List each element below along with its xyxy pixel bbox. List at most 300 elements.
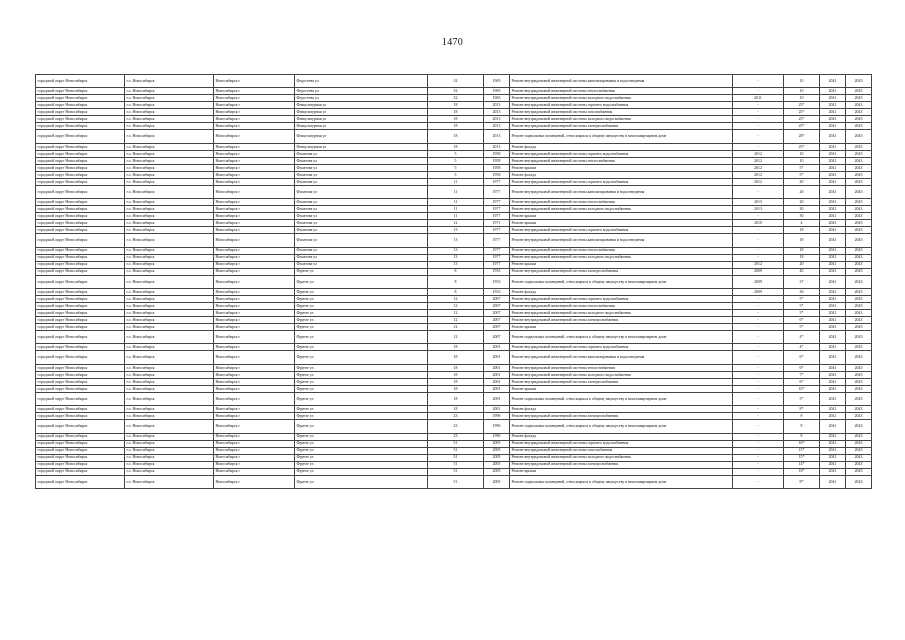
start-year-cell: 2041: [820, 351, 846, 364]
house-number-cell: 32: [428, 88, 484, 95]
start-year-cell: 2041: [820, 302, 846, 309]
end-year-cell: 2043: [846, 371, 872, 378]
end-year-cell: 2043: [846, 288, 872, 295]
last-repair-year-cell: -: [733, 316, 784, 323]
district-cell: городской округ Новосибирск: [36, 206, 125, 213]
wear-cell: 10: [784, 75, 820, 88]
municipality-cell: г.о. Новосибирск: [125, 468, 214, 475]
wear-cell: 4*: [784, 330, 820, 343]
street-cell: Филатова ул: [295, 150, 428, 157]
work-type-cell: Ремонт внутридомовой инженерной системы горячего водоснабжения: [510, 178, 733, 185]
municipality-cell: г.о. Новосибирск: [125, 185, 214, 198]
street-cell: Фрунзе ул: [295, 344, 428, 351]
street-cell: Филатова ул: [295, 227, 428, 234]
built-year-cell: 2001: [484, 351, 510, 364]
work-type-cell: Ремонт внутридомовой инженерной системы теплоснабжения: [510, 88, 733, 95]
city-cell: Новосибирск г: [214, 206, 295, 213]
municipality-cell: г.о. Новосибирск: [125, 164, 214, 171]
work-type-cell: Ремонт внутридомовой инженерной системы электроснабжения: [510, 123, 733, 130]
house-number-cell: 13: [428, 234, 484, 247]
street-cell: Фрунзе ул: [295, 302, 428, 309]
end-year-cell: 2043: [846, 378, 872, 385]
street-cell: Фрунзе ул: [295, 295, 428, 302]
district-cell: городской округ Новосибирск: [36, 433, 125, 440]
table-row: [36, 88, 872, 95]
end-year-cell: 2043: [846, 102, 872, 109]
end-year-cell: 2043: [846, 109, 872, 116]
built-year-cell: 1977: [484, 185, 510, 198]
last-repair-year-cell: 2013: [733, 206, 784, 213]
house-number-cell: 8: [428, 268, 484, 275]
house-number-cell: 18: [428, 385, 484, 392]
last-repair-year-cell: -: [733, 392, 784, 405]
work-type-cell: Ремонт внутридомовой инженерной системы горячего водоснабжения: [510, 227, 733, 234]
work-type-cell: Ремонт внутридомовой инженерной системы холодного водоснабжения: [510, 254, 733, 261]
district-cell: городской округ Новосибирск: [36, 109, 125, 116]
municipality-cell: г.о. Новосибирск: [125, 364, 214, 371]
start-year-cell: 2041: [820, 378, 846, 385]
start-year-cell: 2041: [820, 150, 846, 157]
start-year-cell: 2041: [820, 95, 846, 102]
start-year-cell: 2041: [820, 330, 846, 343]
wear-cell: 5*: [784, 171, 820, 178]
municipality-cell: г.о. Новосибирск: [125, 288, 214, 295]
built-year-cell: 1996: [484, 433, 510, 440]
municipality-cell: г.о. Новосибирск: [125, 461, 214, 468]
last-repair-year-cell: -: [733, 130, 784, 143]
end-year-cell: 2043: [846, 433, 872, 440]
wear-cell: 6*: [784, 364, 820, 371]
work-type-cell: Ремонт крыши: [510, 468, 733, 475]
start-year-cell: 2041: [820, 143, 846, 150]
last-repair-year-cell: -: [733, 88, 784, 95]
last-repair-year-cell: 2012: [733, 171, 784, 178]
street-cell: Фрунзе ул: [295, 309, 428, 316]
work-type-cell: Ремонт внутридомовой инженерной системы газоснабжения: [510, 109, 733, 116]
end-year-cell: 2043: [846, 220, 872, 227]
built-year-cell: 2005: [484, 475, 510, 488]
built-year-cell: 1977: [484, 234, 510, 247]
built-year-cell: 1996: [484, 420, 510, 433]
work-type-cell: Ремонт подвальных помещений, относящихся к общему имуществу в многоквартирном доме: [510, 475, 733, 488]
end-year-cell: 2043: [846, 475, 872, 488]
table-row: [36, 433, 872, 440]
start-year-cell: 2041: [820, 385, 846, 392]
street-cell: Фрунзе ул: [295, 364, 428, 371]
wear-cell: 25*: [784, 143, 820, 150]
district-cell: городской округ Новосибирск: [36, 75, 125, 88]
wear-cell: 37: [784, 275, 820, 288]
street-cell: Физкультурная ул: [295, 130, 428, 143]
end-year-cell: 2043: [846, 234, 872, 247]
table-row: [36, 344, 872, 351]
table-row: [36, 143, 872, 150]
street-cell: Филатова ул: [295, 220, 428, 227]
end-year-cell: 2043: [846, 171, 872, 178]
wear-cell: 7*: [784, 371, 820, 378]
start-year-cell: 2041: [820, 247, 846, 254]
street-cell: Филатова ул: [295, 261, 428, 268]
city-cell: Новосибирск г: [214, 295, 295, 302]
end-year-cell: 2043: [846, 468, 872, 475]
street-cell: Фрунзе ул: [295, 316, 428, 323]
house-number-cell: 11: [428, 185, 484, 198]
start-year-cell: 2041: [820, 164, 846, 171]
street-cell: Филатова ул: [295, 157, 428, 164]
city-cell: Новосибирск г: [214, 447, 295, 454]
house-number-cell: 12: [428, 316, 484, 323]
district-cell: городской округ Новосибирск: [36, 475, 125, 488]
last-repair-year-cell: -: [733, 440, 784, 447]
district-cell: городской округ Новосибирск: [36, 178, 125, 185]
work-type-cell: Ремонт крыши: [510, 385, 733, 392]
district-cell: городской округ Новосибирск: [36, 254, 125, 261]
municipality-cell: г.о. Новосибирск: [125, 206, 214, 213]
municipality-cell: г.о. Новосибирск: [125, 330, 214, 343]
street-cell: Фрунзе ул: [295, 371, 428, 378]
city-cell: Новосибирск г: [214, 378, 295, 385]
table-row: [36, 254, 872, 261]
city-cell: Новосибирск г: [214, 254, 295, 261]
built-year-cell: 1965: [484, 88, 510, 95]
work-type-cell: Ремонт внутридомовой инженерной системы горячего водоснабжения: [510, 102, 733, 109]
wear-cell: 5*: [784, 309, 820, 316]
built-year-cell: 2005: [484, 468, 510, 475]
house-number-cell: 18: [428, 116, 484, 123]
street-cell: Физкультурная ул: [295, 143, 428, 150]
house-number-cell: 51: [428, 440, 484, 447]
house-number-cell: 5: [428, 171, 484, 178]
house-number-cell: 11: [428, 213, 484, 220]
table-row: [36, 295, 872, 302]
end-year-cell: 2043: [846, 206, 872, 213]
house-number-cell: 18: [428, 102, 484, 109]
start-year-cell: 2041: [820, 475, 846, 488]
start-year-cell: 2041: [820, 268, 846, 275]
start-year-cell: 2041: [820, 88, 846, 95]
start-year-cell: 2041: [820, 227, 846, 234]
house-number-cell: 18: [428, 392, 484, 405]
street-cell: Фрунзе ул: [295, 385, 428, 392]
last-repair-year-cell: -: [733, 475, 784, 488]
start-year-cell: 2041: [820, 185, 846, 198]
municipality-cell: г.о. Новосибирск: [125, 130, 214, 143]
house-number-cell: 51: [428, 447, 484, 454]
built-year-cell: 1933: [484, 275, 510, 288]
municipality-cell: г.о. Новосибирск: [125, 309, 214, 316]
district-cell: городской округ Новосибирск: [36, 468, 125, 475]
city-cell: Новосибирск г: [214, 143, 295, 150]
house-number-cell: 51: [428, 461, 484, 468]
work-type-cell: Ремонт внутридомовой инженерной системы электроснабжения: [510, 316, 733, 323]
built-year-cell: 1977: [484, 254, 510, 261]
work-type-cell: Ремонт крыши: [510, 261, 733, 268]
start-year-cell: 2041: [820, 206, 846, 213]
street-cell: Физкультурная ул: [295, 116, 428, 123]
municipality-cell: г.о. Новосибирск: [125, 109, 214, 116]
end-year-cell: 2043: [846, 323, 872, 330]
start-year-cell: 2041: [820, 234, 846, 247]
work-type-cell: Ремонт подвальных помещений, относящихся к общему имуществу в многоквартирном доме: [510, 130, 733, 143]
wear-cell: 10*: [784, 385, 820, 392]
district-cell: городской округ Новосибирск: [36, 227, 125, 234]
house-number-cell: 12: [428, 220, 484, 227]
start-year-cell: 2041: [820, 323, 846, 330]
house-number-cell: 13: [428, 227, 484, 234]
work-type-cell: Ремонт крыши: [510, 213, 733, 220]
district-cell: городской округ Новосибирск: [36, 164, 125, 171]
table-row: [36, 261, 872, 268]
table-row: [36, 316, 872, 323]
district-cell: городской округ Новосибирск: [36, 323, 125, 330]
built-year-cell: 1977: [484, 178, 510, 185]
built-year-cell: 2005: [484, 454, 510, 461]
work-type-cell: Ремонт крыши: [510, 220, 733, 227]
built-year-cell: 2013: [484, 130, 510, 143]
table-row: [36, 468, 872, 475]
end-year-cell: 2043: [846, 392, 872, 405]
table-row: [36, 420, 872, 433]
work-type-cell: Ремонт внутридомовой инженерной системы канализирования и водоотведения: [510, 351, 733, 364]
table-row: [36, 385, 872, 392]
work-type-cell: Ремонт внутридомовой инженерной системы газоснабжения: [510, 447, 733, 454]
last-repair-year-cell: 2012: [733, 150, 784, 157]
municipality-cell: г.о. Новосибирск: [125, 88, 214, 95]
built-year-cell: 1977: [484, 227, 510, 234]
last-repair-year-cell: -: [733, 378, 784, 385]
municipality-cell: г.о. Новосибирск: [125, 302, 214, 309]
city-cell: Новосибирск г: [214, 330, 295, 343]
municipality-cell: г.о. Новосибирск: [125, 420, 214, 433]
district-cell: городской округ Новосибирск: [36, 371, 125, 378]
start-year-cell: 2041: [820, 220, 846, 227]
wear-cell: 15*: [784, 447, 820, 454]
last-repair-year-cell: -: [733, 295, 784, 302]
municipality-cell: г.о. Новосибирск: [125, 385, 214, 392]
last-repair-year-cell: 2012: [733, 261, 784, 268]
house-number-cell: 18: [428, 344, 484, 351]
wear-cell: 6*: [784, 316, 820, 323]
built-year-cell: 2001: [484, 385, 510, 392]
end-year-cell: 2043: [846, 420, 872, 433]
start-year-cell: 2041: [820, 109, 846, 116]
municipality-cell: г.о. Новосибирск: [125, 351, 214, 364]
wear-cell: 18: [784, 234, 820, 247]
last-repair-year-cell: -: [733, 385, 784, 392]
built-year-cell: 2013: [484, 102, 510, 109]
municipality-cell: г.о. Новосибирск: [125, 234, 214, 247]
district-cell: городской округ Новосибирск: [36, 220, 125, 227]
street-cell: Филатова ул: [295, 234, 428, 247]
wear-cell: 5*: [784, 323, 820, 330]
municipality-cell: г.о. Новосибирск: [125, 295, 214, 302]
wear-cell: 10: [784, 95, 820, 102]
street-cell: Фрунзе ул: [295, 461, 428, 468]
municipality-cell: г.о. Новосибирск: [125, 275, 214, 288]
table-row: [36, 330, 872, 343]
city-cell: Новосибирск г: [214, 406, 295, 413]
street-cell: Физкультурная ул: [295, 109, 428, 116]
street-cell: Фрунзе ул: [295, 351, 428, 364]
built-year-cell: 1977: [484, 261, 510, 268]
municipality-cell: г.о. Новосибирск: [125, 123, 214, 130]
table-row: [36, 392, 872, 405]
city-cell: Новосибирск г: [214, 178, 295, 185]
work-type-cell: Ремонт внутридомовой инженерной системы теплоснабжения: [510, 199, 733, 206]
city-cell: Новосибирск г: [214, 102, 295, 109]
municipality-cell: г.о. Новосибирск: [125, 447, 214, 454]
table-row: [36, 323, 872, 330]
street-cell: Фрунзе ул: [295, 440, 428, 447]
built-year-cell: 1977: [484, 247, 510, 254]
end-year-cell: 2043: [846, 164, 872, 171]
end-year-cell: 2043: [846, 150, 872, 157]
street-cell: Фрунзе ул: [295, 433, 428, 440]
last-repair-year-cell: -: [733, 116, 784, 123]
start-year-cell: 2041: [820, 392, 846, 405]
municipality-cell: г.о. Новосибирск: [125, 178, 214, 185]
work-type-cell: Ремонт внутридомовой инженерной системы электроснабжения: [510, 378, 733, 385]
house-number-cell: 51: [428, 454, 484, 461]
district-cell: городской округ Новосибирск: [36, 309, 125, 316]
work-type-cell: Ремонт фасада: [510, 288, 733, 295]
city-cell: Новосибирск г: [214, 413, 295, 420]
municipality-cell: г.о. Новосибирск: [125, 392, 214, 405]
end-year-cell: 2043: [846, 95, 872, 102]
house-number-cell: 13: [428, 254, 484, 261]
wear-cell: 8*: [784, 475, 820, 488]
district-cell: городской округ Новосибирск: [36, 392, 125, 405]
built-year-cell: 2001: [484, 344, 510, 351]
end-year-cell: 2043: [846, 406, 872, 413]
municipality-cell: г.о. Новосибирск: [125, 227, 214, 234]
start-year-cell: 2041: [820, 254, 846, 261]
street-cell: Филатова ул: [295, 213, 428, 220]
street-cell: Фрунзе ул: [295, 378, 428, 385]
end-year-cell: 2043: [846, 344, 872, 351]
city-cell: Новосибирск г: [214, 371, 295, 378]
built-year-cell: 2013: [484, 116, 510, 123]
end-year-cell: 2043: [846, 461, 872, 468]
wear-cell: 5*: [784, 302, 820, 309]
last-repair-year-cell: -: [733, 323, 784, 330]
street-cell: Фрунзе ул: [295, 420, 428, 433]
wear-cell: 8*: [784, 406, 820, 413]
municipality-cell: г.о. Новосибирск: [125, 220, 214, 227]
last-repair-year-cell: -: [733, 433, 784, 440]
end-year-cell: 2043: [846, 309, 872, 316]
wear-cell: 25*: [784, 116, 820, 123]
wear-cell: 8: [784, 433, 820, 440]
built-year-cell: 1958: [484, 171, 510, 178]
built-year-cell: 2007: [484, 309, 510, 316]
table-row: [36, 102, 872, 109]
municipality-cell: г.о. Новосибирск: [125, 75, 214, 88]
end-year-cell: 2043: [846, 447, 872, 454]
district-cell: городской округ Новосибирск: [36, 150, 125, 157]
street-cell: Филатова ул: [295, 254, 428, 261]
municipality-cell: г.о. Новосибирск: [125, 316, 214, 323]
city-cell: Новосибирск г: [214, 185, 295, 198]
last-repair-year-cell: -: [733, 330, 784, 343]
city-cell: Новосибирск г: [214, 323, 295, 330]
wear-cell: 6*: [784, 351, 820, 364]
table-row: [36, 268, 872, 275]
table-row: [36, 247, 872, 254]
city-cell: Новосибирск г: [214, 116, 295, 123]
house-number-cell: 12: [428, 302, 484, 309]
table-row: [36, 447, 872, 454]
municipality-cell: г.о. Новосибирск: [125, 344, 214, 351]
street-cell: Филатова ул: [295, 247, 428, 254]
municipality-cell: г.о. Новосибирск: [125, 406, 214, 413]
work-type-cell: Ремонт фасада: [510, 433, 733, 440]
table-row: [36, 461, 872, 468]
last-repair-year-cell: 2012: [733, 164, 784, 171]
street-cell: Фрунзе ул: [295, 275, 428, 288]
table-row: [36, 227, 872, 234]
city-cell: Новосибирск г: [214, 220, 295, 227]
city-cell: Новосибирск г: [214, 468, 295, 475]
city-cell: Новосибирск г: [214, 150, 295, 157]
district-cell: городской округ Новосибирск: [36, 385, 125, 392]
last-repair-year-cell: -: [733, 454, 784, 461]
house-number-cell: 18: [428, 143, 484, 150]
city-cell: Новосибирск г: [214, 199, 295, 206]
district-cell: городской округ Новосибирск: [36, 413, 125, 420]
built-year-cell: 2007: [484, 316, 510, 323]
table-row: [36, 157, 872, 164]
district-cell: городской округ Новосибирск: [36, 344, 125, 351]
table-row: [36, 371, 872, 378]
table-row: [36, 150, 872, 157]
street-cell: Фрунзе ул: [295, 454, 428, 461]
wear-cell: 20: [784, 206, 820, 213]
start-year-cell: 2041: [820, 199, 846, 206]
end-year-cell: 2043: [846, 275, 872, 288]
built-year-cell: 1933: [484, 268, 510, 275]
municipality-cell: г.о. Новосибирск: [125, 323, 214, 330]
district-cell: городской округ Новосибирск: [36, 364, 125, 371]
start-year-cell: 2041: [820, 130, 846, 143]
last-repair-year-cell: 2009: [733, 288, 784, 295]
district-cell: городской округ Новосибирск: [36, 275, 125, 288]
last-repair-year-cell: -: [733, 75, 784, 88]
work-type-cell: Ремонт подвальных помещений, относящихся к общему имуществу в многоквартирном доме: [510, 275, 733, 288]
city-cell: Новосибирск г: [214, 130, 295, 143]
start-year-cell: 2041: [820, 102, 846, 109]
work-type-cell: Ремонт подвальных помещений, относящихся к общему имуществу в многоквартирном доме: [510, 420, 733, 433]
end-year-cell: 2043: [846, 454, 872, 461]
city-cell: Новосибирск г: [214, 302, 295, 309]
table-row: [36, 109, 872, 116]
table-row: [36, 178, 872, 185]
built-year-cell: 2013: [484, 123, 510, 130]
house-number-cell: 18: [428, 371, 484, 378]
wear-cell: 25*: [784, 123, 820, 130]
house-number-cell: 18: [428, 406, 484, 413]
table-row: [36, 351, 872, 364]
table-row: [36, 199, 872, 206]
district-cell: городской округ Новосибирск: [36, 199, 125, 206]
last-repair-year-cell: -: [733, 413, 784, 420]
street-cell: Филатова ул: [295, 206, 428, 213]
house-number-cell: 12: [428, 330, 484, 343]
district-cell: городской округ Новосибирск: [36, 316, 125, 323]
district-cell: городской округ Новосибирск: [36, 143, 125, 150]
municipality-cell: г.о. Новосибирск: [125, 213, 214, 220]
table-body: [36, 75, 872, 489]
